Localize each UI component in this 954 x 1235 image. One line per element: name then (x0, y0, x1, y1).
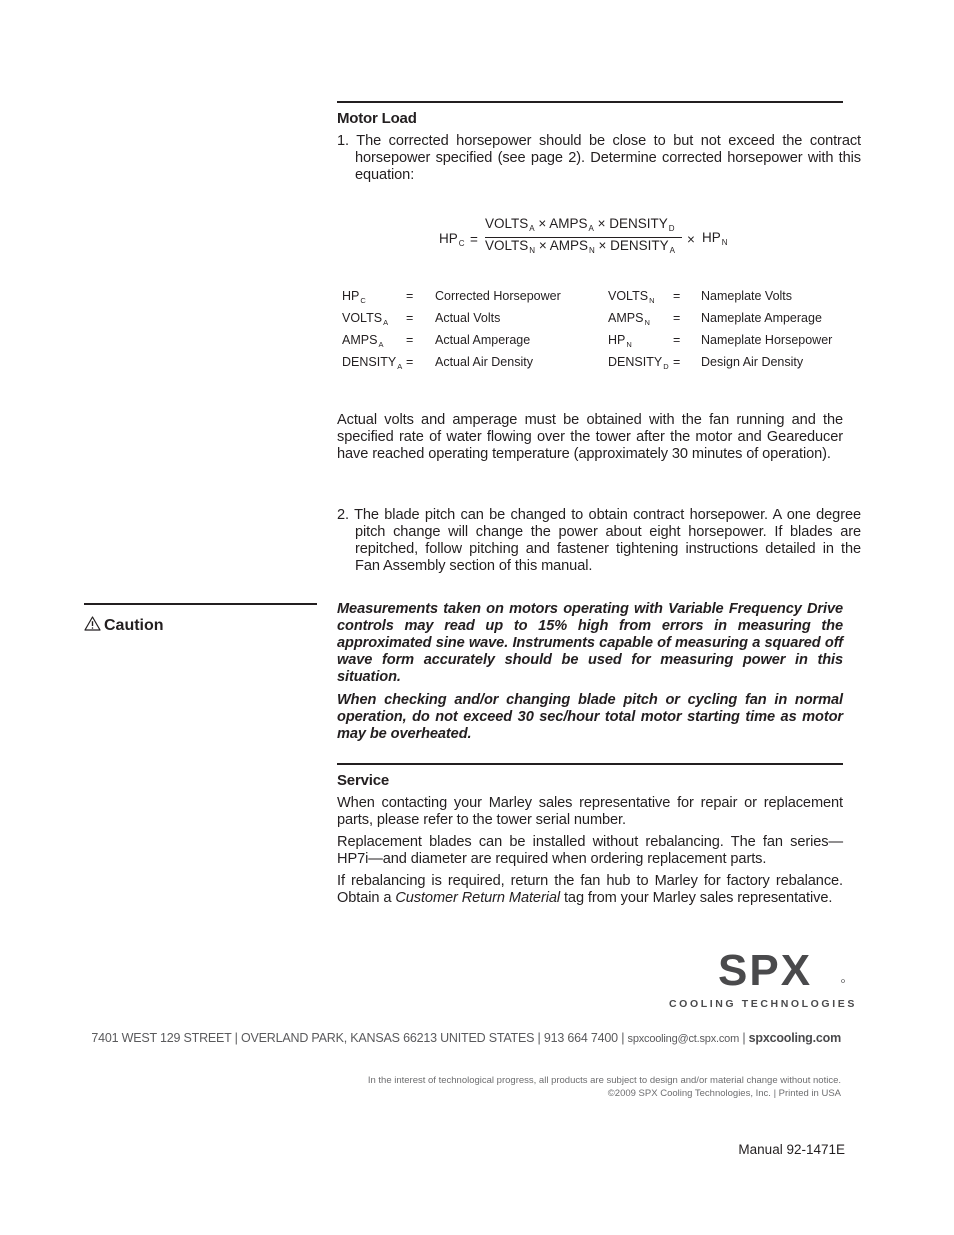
def-eq: = (406, 289, 414, 303)
def-desc: Actual Air Density (435, 355, 533, 369)
def-desc: Nameplate Amperage (701, 311, 822, 325)
footer-copyright: ©2009 SPX Cooling Technologies, Inc. | Printed in USA (607, 1088, 841, 1099)
def-sym: $DENSITY_A$ (342, 355, 403, 371)
def-sym: $VOLTS_N$ (608, 289, 655, 305)
equation-denominator: $VOLTS_N$ × $AMPS_N$ × $DENSITY_A$ (485, 238, 676, 255)
def-eq: = (673, 355, 681, 369)
spx-logo-subtitle: COOLING TECHNOLOGIES (669, 998, 857, 1010)
measurement-note: Actual volts and amperage must be obtained with the fan running and the specified rate of water flowing over the tower after the motor and Geareducer have reached operating temperature (approximately 30 minutes of operation). (337, 412, 843, 462)
def-sym: $AMPS_A$ (342, 333, 384, 349)
caution-vfd-warning: Measurements taken on motors operating with Variable Frequency Drive controls may read up to 15% high from errors in measuring the approximated sine wave. Instruments capable of measuring a squared off wave form accurately should be used for measuring power in this situation. (337, 601, 843, 685)
warning-triangle-icon (84, 616, 101, 631)
equation-equals: = (470, 232, 478, 247)
def-sym: $HP_C$ (342, 289, 366, 305)
def-eq: = (673, 333, 681, 347)
caution-label: Caution (84, 616, 164, 635)
motor-load-item-2: 2. The blade pitch can be changed to obtain contract horsepower. A one degree pitch change will change the power about eight horsepower. If blades are repitched, follow pitching and fastener tightening instructions detailed in the Fan Assembly section of this manual. (337, 507, 861, 574)
service-para-2: Replacement blades can be installed without rebalancing. The fan series—HP7i—and diameter are required when ordering replacement parts. (337, 834, 843, 867)
def-eq: = (406, 355, 414, 369)
motor-load-heading: Motor Load (337, 110, 417, 127)
equation-lhs: $HP_C$ (439, 231, 465, 248)
footer-disclaimer: In the interest of technological progress, all products are subject to design and/or material change without notice. (367, 1075, 841, 1086)
def-sym: $HP_N$ (608, 333, 632, 349)
spx-logo (718, 951, 846, 987)
registered-mark-icon (842, 980, 845, 983)
motor-load-rule (337, 101, 843, 103)
footer-website[interactable]: spxcooling.com (748, 1031, 841, 1045)
footer-email[interactable]: spxcooling@ct.spx.com (627, 1033, 740, 1045)
def-desc: Corrected Horsepower (435, 289, 561, 303)
equation-numerator: $VOLTS_A$ × $AMPS_A$ × $DENSITY_D$ (485, 216, 675, 233)
def-eq: = (406, 311, 414, 325)
def-desc: Actual Amperage (435, 333, 531, 347)
def-desc: Design Air Density (701, 355, 804, 369)
service-rule (337, 763, 843, 765)
def-eq: = (673, 289, 681, 303)
def-eq: = (673, 311, 681, 325)
def-eq: = (406, 333, 414, 347)
equation-rhs: $HP_N$ (702, 230, 728, 247)
def-sym: $DENSITY_D$ (608, 355, 669, 371)
service-para-1: When contacting your Marley sales representative for repair or replacement parts, please refer to the tower serial number. (337, 795, 843, 828)
caution-starting-time-warning: When checking and/or changing blade pitch or cycling fan in normal operation, do not exceed 30 sec/hour total motor starting time as motor may be overheated. (337, 692, 843, 742)
def-sym: $VOLTS_A$ (342, 311, 389, 327)
caution-rule (84, 603, 317, 605)
spx-logo-text: SPX (718, 951, 813, 987)
def-desc: Nameplate Volts (701, 289, 793, 303)
service-para-3: If rebalancing is required, return the fan hub to Marley for factory rebalance. Obtain a Customer Return Material tag from your Marley sales representative. (337, 873, 843, 906)
equation-times: × (687, 232, 695, 247)
service-heading: Service (337, 772, 389, 789)
def-sym: $AMPS_N$ (608, 311, 650, 327)
def-desc: Nameplate Horsepower (701, 333, 833, 347)
manual-number: Manual 92-1471E (738, 1142, 845, 1157)
def-desc: Actual Volts (435, 311, 501, 325)
motor-load-item-1: 1. The corrected horsepower should be close to but not exceed the contract horsepower specified (see page 2). Determine corrected horsepower with this equation: (337, 133, 861, 183)
footer-address: 7401 WEST 129 STREET | OVERLAND PARK, KANSAS 66213 UNITED STATES | 913 664 7400 | spxcooling@ct.spx.com | spxcooling.com (91, 1031, 841, 1045)
